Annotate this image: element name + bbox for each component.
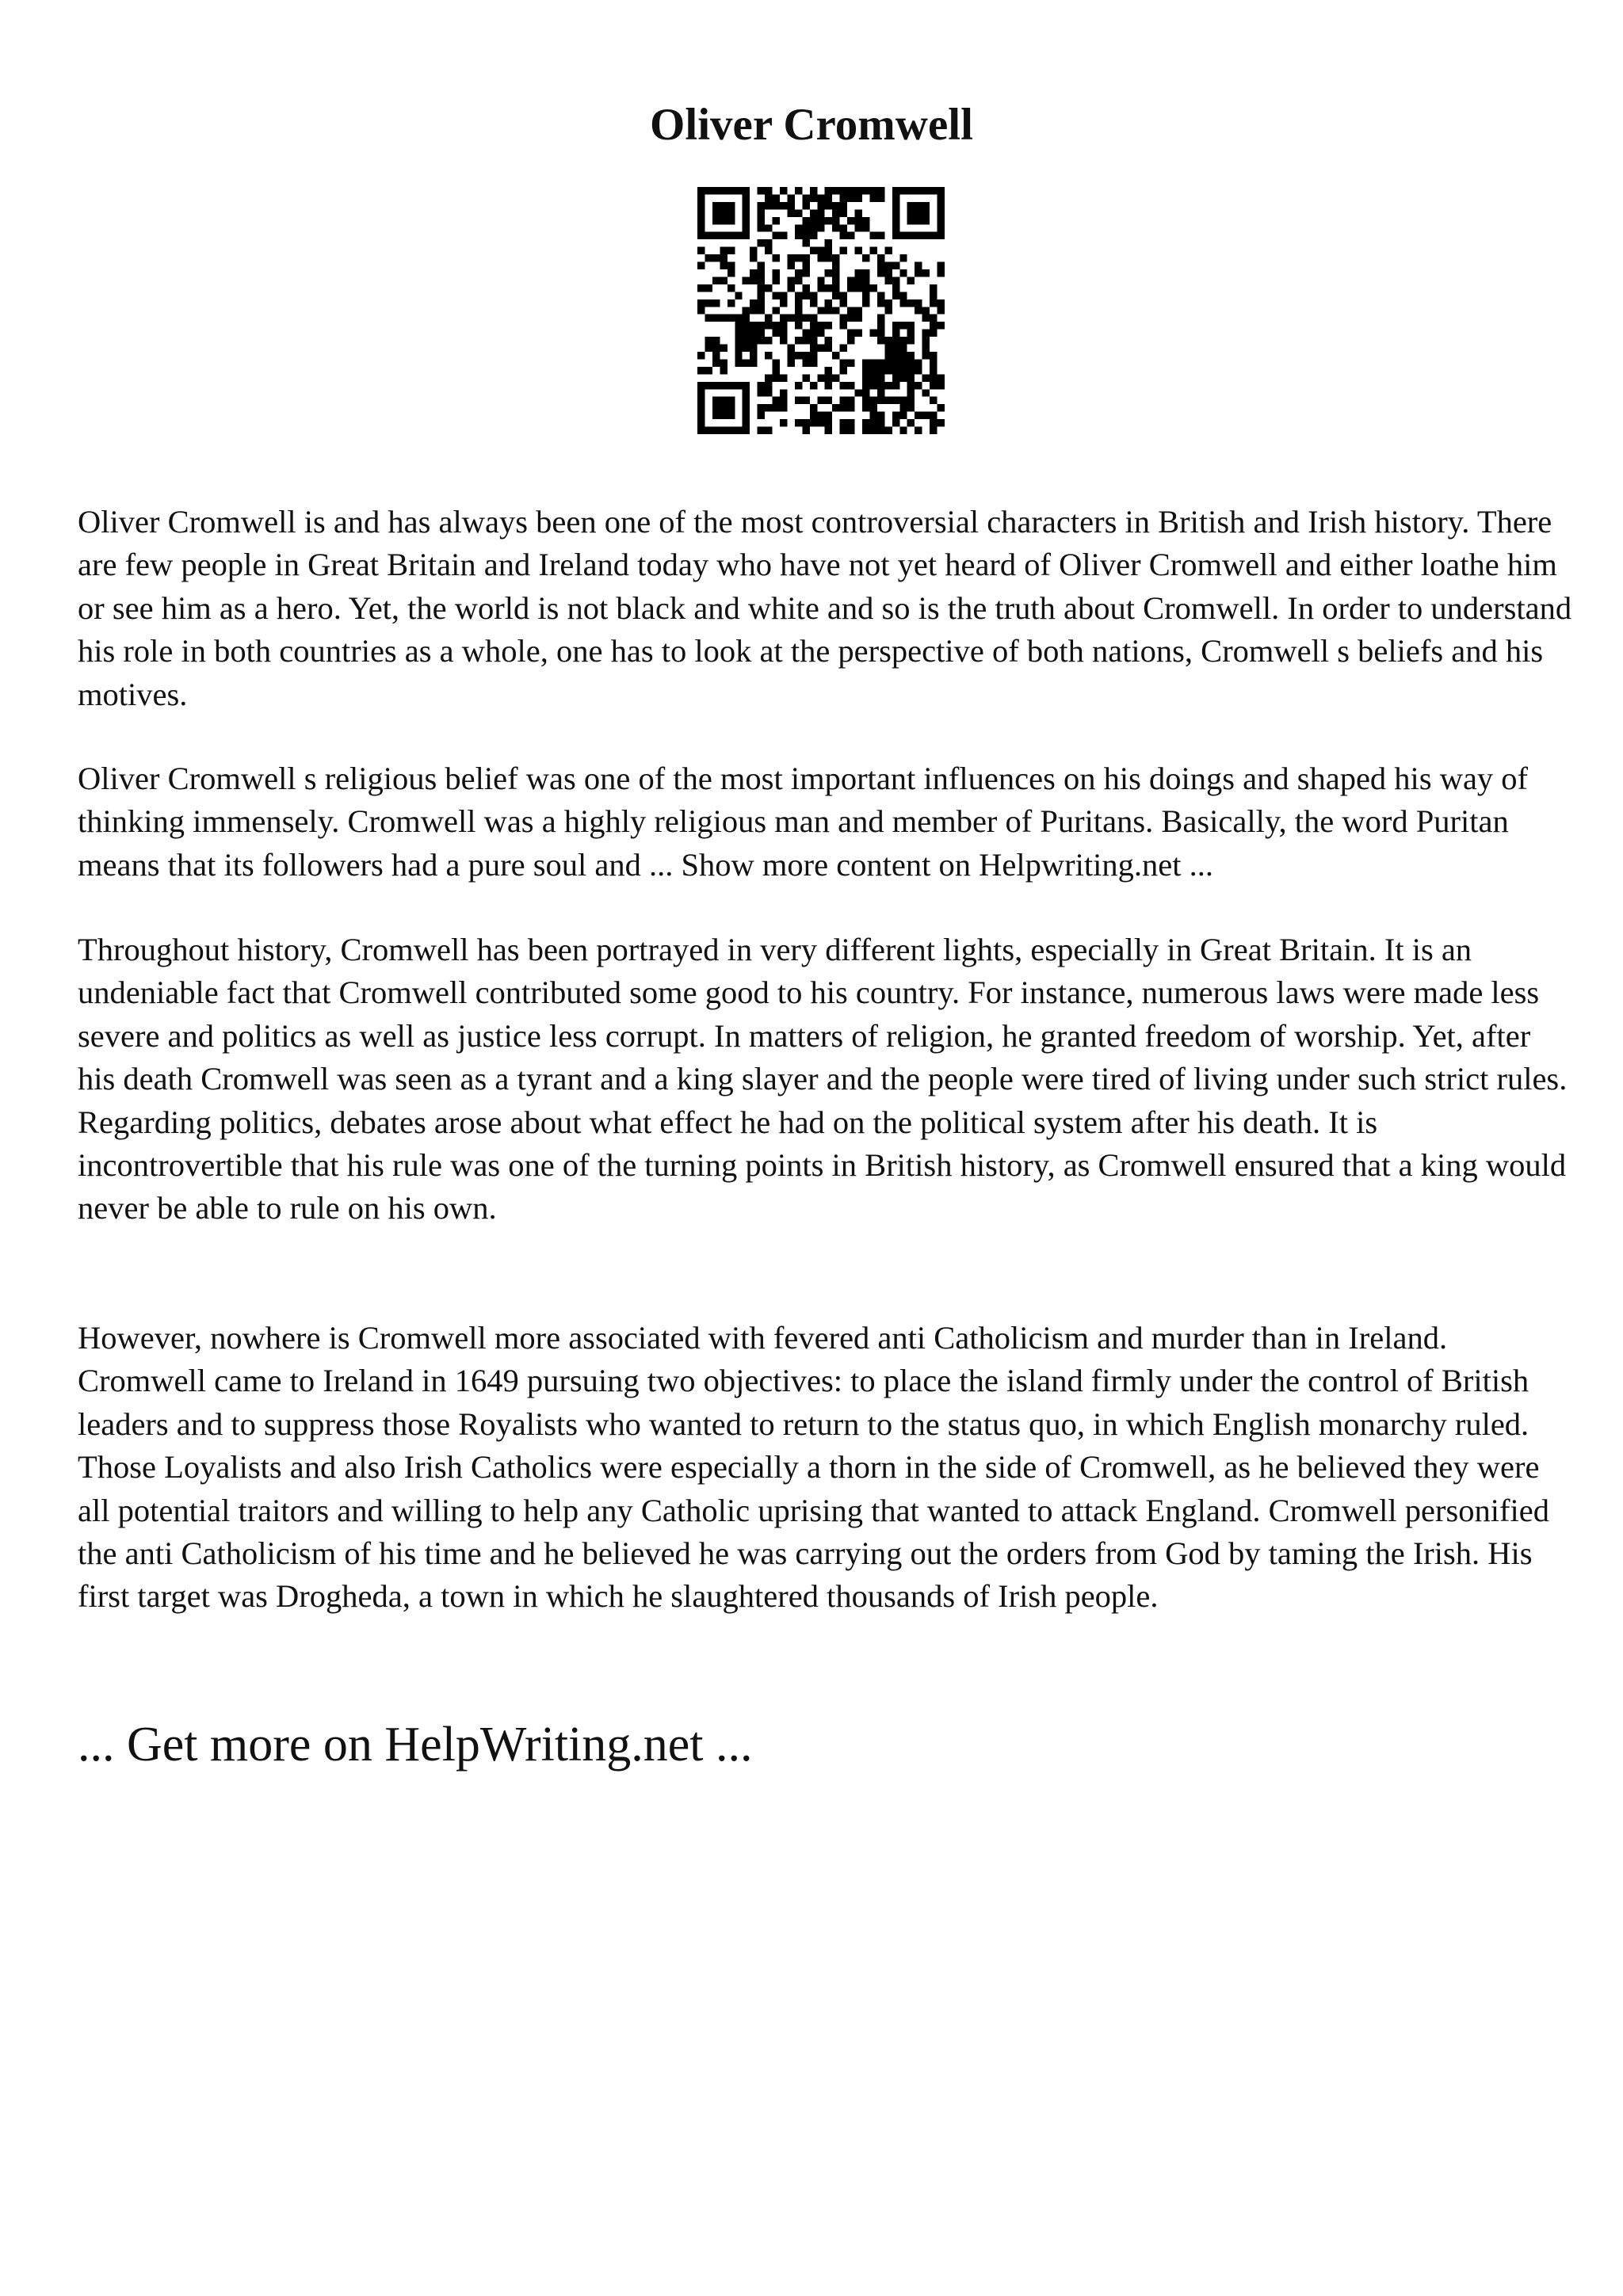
qr-code-icon[interactable] xyxy=(697,187,945,434)
paragraph-intro: Oliver Cromwell is and has always been one of the most controversial characters in British and Irish history. There are few people in Great Britain and Ireland today who have not yet heard of Oliver Cromwell and either loathe him or see him as a hero. Yet, the world is not black and white and so is the truth about Cromwell. In order to understand his role in both countries as a whole, one has to look at the perspective of both nations, Cromwell s beliefs and his motives. xyxy=(78,504,1572,712)
get-more-link[interactable]: ... Get more on HelpWriting.net ... xyxy=(78,1718,753,1772)
paragraph-history: Throughout history, Cromwell has been portrayed in very different lights, especially in Great Britain. It is an undeniable fact that Cromwell contributed some good to his country. For instance, numerous laws were made less severe and politics as well as justice less corrupt. In matters of religion, he granted freedom of worship. Yet, after his death Cromwell was seen as a tyrant and a king slayer and the people were tired of living under such strict rules. Regarding politics, debates arose about what effect he had on the political system after his death. It is incontrovertible that his rule was one of the turning points in British history, as Cromwell ensured that a king would never be able to rule on his own. xyxy=(78,932,1568,1226)
paragraph-ireland: However, nowhere is Cromwell more associated with fevered anti Catholicism and murder than in Ireland. Cromwell came to Ireland in 1649 pursuing two objectives: to place the island firmly under the control of British leaders and to suppress those Royalists who wanted to return to the status quo, in which English monarchy ruled. Those Loyalists and also Irish Catholics were especially a thorn in the side of Cromwell, as he believed they were all potential traitors and willing to help any Catholic uprising that wanted to attack England. Cromwell personified the anti Catholicism of his time and he believed he was carrying out the orders from God by taming the Irish. His first target was Drogheda, a town in which he slaughtered thousands of Irish people. xyxy=(78,1320,1549,1615)
page-title: Oliver Cromwell xyxy=(650,100,973,150)
paragraph-religion: Oliver Cromwell s religious belief was one of the most important influences on his doings and shaped his way of thinking immensely. Cromwell was a highly religious man and member of Puritans. Basically, the word Puritan means that its followers had a pure soul and ... Show more content on Helpwriting.net ... xyxy=(78,761,1529,883)
